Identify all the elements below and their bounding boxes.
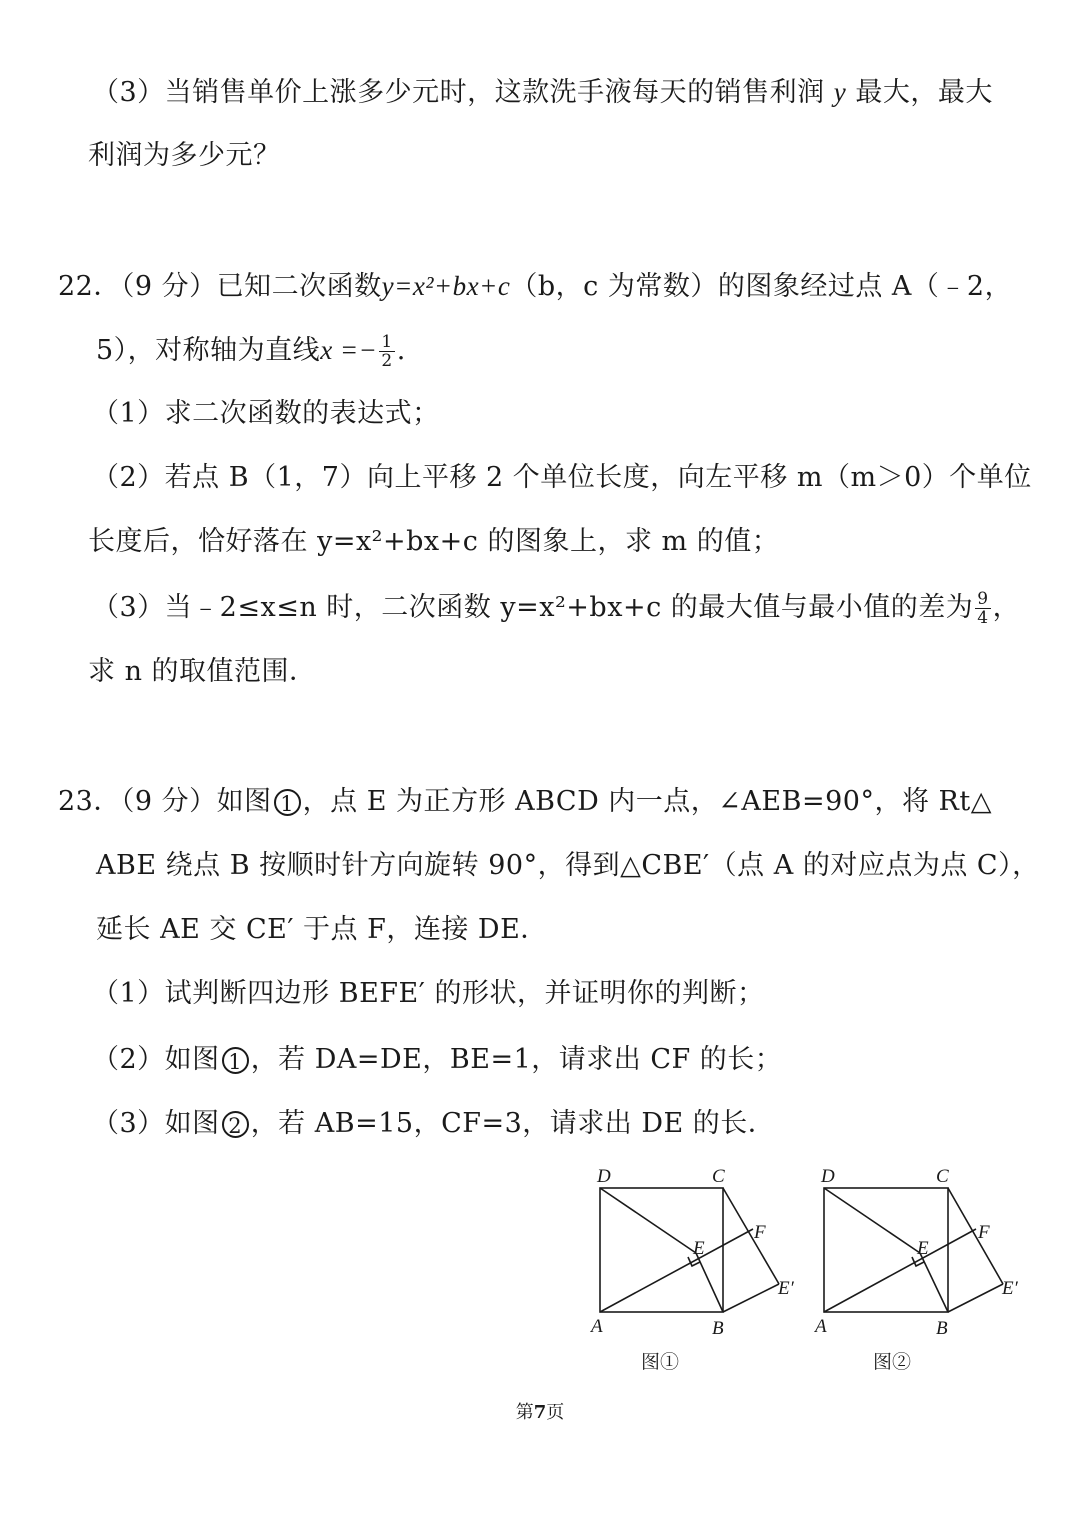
label-f: F [978,1222,990,1243]
q22-stem-text: 已知二次函数 [216,271,382,302]
figure-1-caption: 图① [641,1351,680,1373]
q23-part3-text: （3）如图 [92,1108,220,1139]
page-number-value: 7 [533,1402,547,1423]
circled-one-mark: 1 [274,789,301,816]
q23-stem-line2: ABE 绕点 B 按顺时针方向旋转 90°，得到△CBE′（点 A 的对应点为点 C）， [96,850,1040,881]
q22-part3-line2: 求 n 的取值范围． [88,656,317,687]
label-e: E [917,1238,929,1259]
q22-score: （9 分） [120,271,217,302]
segment-af [824,1229,976,1312]
label-c: C [712,1166,725,1187]
figure-1-labels [589,1166,795,1339]
q22-part3-fraction [975,590,990,627]
page-number [0,1398,1080,1424]
label-a: A [815,1316,827,1337]
figure-1 [600,1188,779,1312]
label-f: F [754,1222,766,1243]
fraction-denominator: 2 [381,351,393,371]
label-b: B [936,1318,948,1339]
q22-part3-text: （3）当﹣2≤x≤n 时，二次函数 y=x²+bx+c 的最大值与最小值的差为 [92,592,974,623]
figure-2 [824,1188,1003,1312]
segment-ce-prime [948,1188,1003,1284]
segment-de [600,1188,696,1253]
fraction-denominator: 4 [977,608,989,628]
q22-part2-line2: 长度后，恰好落在 y=x²+bx+c 的图象上，求 m 的值； [88,526,780,557]
q22-stem-text-3: 5），对称轴为直线 [96,335,321,366]
q23-stem-text-b: ，点 E 为正方形 ABCD 内一点，∠AEB=90°，将 Rt△ [302,786,992,817]
q22-stem-line2: 5），对称轴为直线x =− $\frac{1}{2}$ . [96,332,406,371]
q22-axis-eq: x =− [320,335,378,365]
q23-part2-text-b: ，若 DA=DE，BE=1，请求出 CF 的长； [250,1044,783,1075]
q23-part3 [92,1104,775,1144]
circled-one-mark: 1 [222,1047,249,1074]
label-d: D [597,1166,611,1187]
q23-part1: （1）试判断四边形 BEFE′ 的形状，并证明你的判断； [92,978,765,1009]
fraction-numerator: 9 [977,589,989,609]
segment-de [824,1188,920,1253]
q21-part3-text-a: （3）当销售单价上涨多少元时，这款洗手液每天的销售利润 [92,77,825,108]
label-e-prime: E′ [778,1278,794,1299]
q21-var-y: y [833,77,847,107]
q22-part1: （1）求二次函数的表达式； [92,398,440,429]
q22-axis-fraction [379,333,394,370]
label-e: E [693,1238,705,1259]
segment-af [600,1229,753,1312]
segment-be [696,1253,723,1312]
label-c: C [936,1166,949,1187]
q22-stem-line1 [58,266,1012,307]
q21-part3-line1 [92,72,993,113]
q23-stem-text: 如图 [216,786,272,817]
circled-two-mark: 2 [222,1111,249,1138]
q22-stem-text-2: （b，c 为常数）的图象经过点 A（﹣2， [510,271,1013,302]
square-abcd [824,1188,948,1312]
segment-ce-prime [723,1188,779,1284]
q23-part3-text-b: ，若 AB=15，CF=3，请求出 DE 的长． [250,1108,776,1139]
label-b: B [712,1318,724,1339]
page-suffix: 页 [546,1402,565,1423]
page-prefix: 第 [515,1402,534,1423]
figure-2-labels [813,1166,1019,1339]
q21-part3-line2: 利润为多少元？ [88,140,281,171]
q22-number: 22． [58,271,121,302]
geometry-figures [585,1160,1055,1340]
fraction-numerator: 1 [381,332,393,352]
q22-part3-line1: （3）当﹣2≤x≤n 时，二次函数 y=x²+bx+c 的最大值与最小值的差为 $\frac{9}{4}$ ， [92,589,1021,628]
q23-stem-line1 [58,782,992,822]
q23-part2-text: （2）如图 [92,1044,220,1075]
label-d: D [821,1166,835,1187]
q23-stem-line3: 延长 AE 交 CE′ 于点 F，连接 DE． [96,914,548,945]
label-a: A [591,1316,603,1337]
q23-score: （9 分） [120,786,217,817]
segment-be-prime [948,1284,1003,1312]
figure-2-caption: 图② [873,1351,912,1373]
q22-function: y=x²+bx+c [381,271,511,301]
q23-part2 [92,1040,782,1080]
segment-be-prime [723,1284,779,1312]
q22-part2-line1: （2）若点 B（1，7）向上平移 2 个单位长度，向左平移 m（m＞0）个单位 [92,462,1032,493]
label-e-prime: E′ [1002,1278,1018,1299]
segment-be [920,1253,948,1312]
q23-number: 23． [58,786,121,817]
q21-part3-text-b: 最大，最大 [855,77,993,108]
